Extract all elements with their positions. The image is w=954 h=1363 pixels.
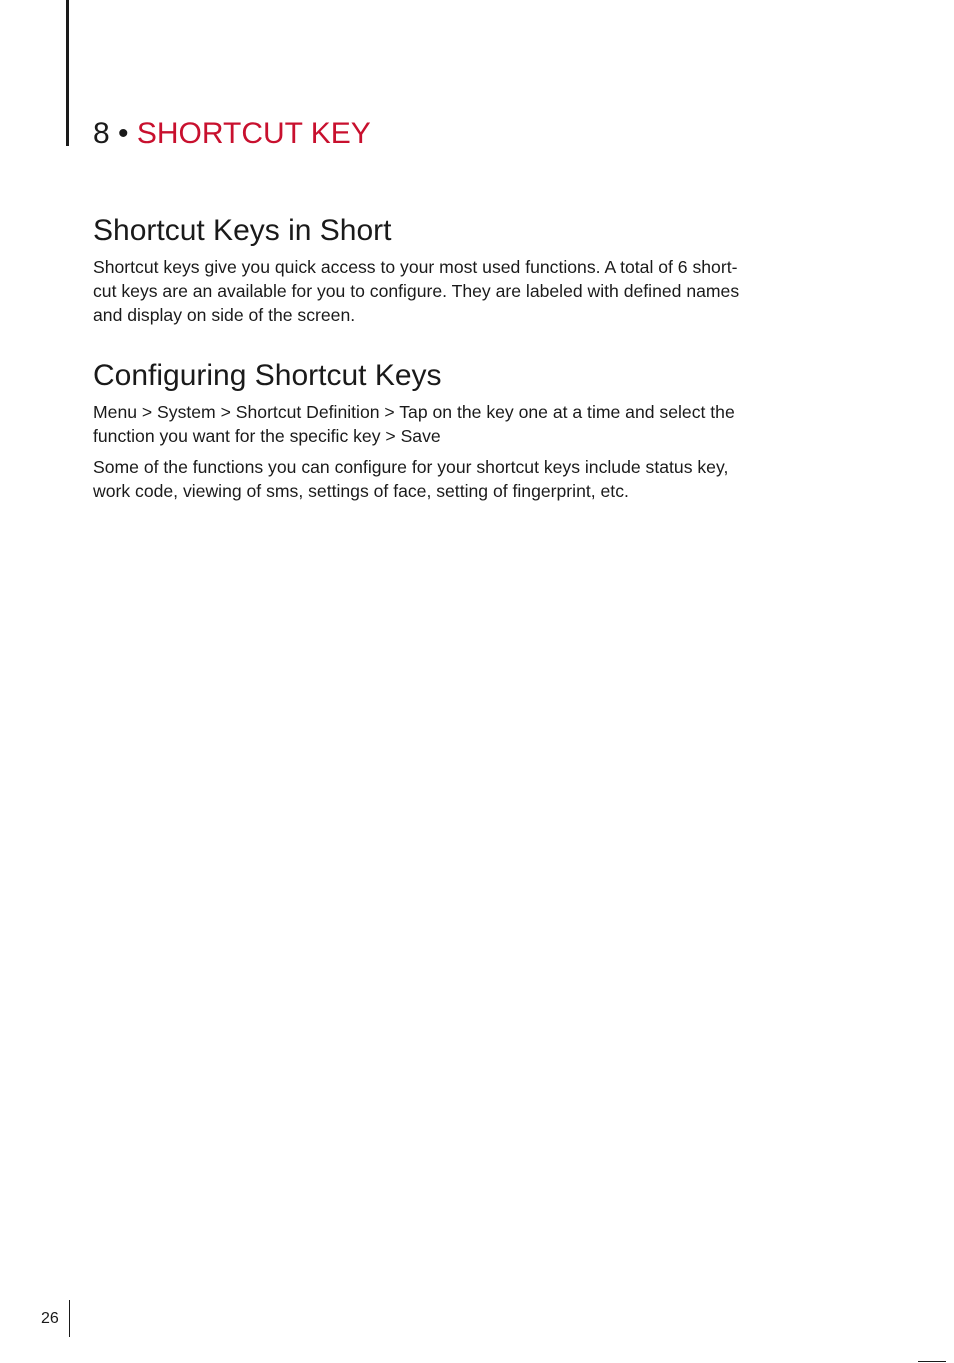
text-line: Some of the functions you can configure for your shortcut keys include status key,: [93, 457, 729, 477]
chapter-number: 8 •: [93, 117, 129, 150]
text-line: Shortcut keys give you quick access to your most used functions. A total of 6 short-: [93, 257, 738, 277]
paragraph-menu-path: [93, 400, 833, 448]
corner-crop-mark: [918, 1361, 946, 1362]
text-line: work code, viewing of sms, settings of face, setting of fingerprint, etc.: [93, 481, 629, 501]
footer-vertical-rule: [69, 1300, 70, 1337]
text-line: and display on side of the screen.: [93, 305, 356, 325]
text-line: cut keys are an available for you to configure. They are labeled with defined names: [93, 281, 740, 301]
text-line: function you want for the specific key > Save: [93, 426, 441, 446]
section-heading-configuring-shortcut-keys: Configuring Shortcut Keys: [93, 359, 442, 392]
chapter-heading: [93, 113, 371, 155]
chapter-vertical-rule: [66, 0, 69, 146]
section-heading-shortcut-keys-in-short: Shortcut Keys in Short: [93, 214, 392, 247]
chapter-title: SHORTCUT KEY: [136, 117, 371, 150]
paragraph-configurable-functions: [93, 455, 833, 503]
page-number: 26: [41, 1310, 59, 1327]
text-line: Menu > System > Shortcut Definition > Tap on the key one at a time and select the: [93, 402, 735, 422]
paragraph-shortcut-intro: [93, 255, 833, 327]
